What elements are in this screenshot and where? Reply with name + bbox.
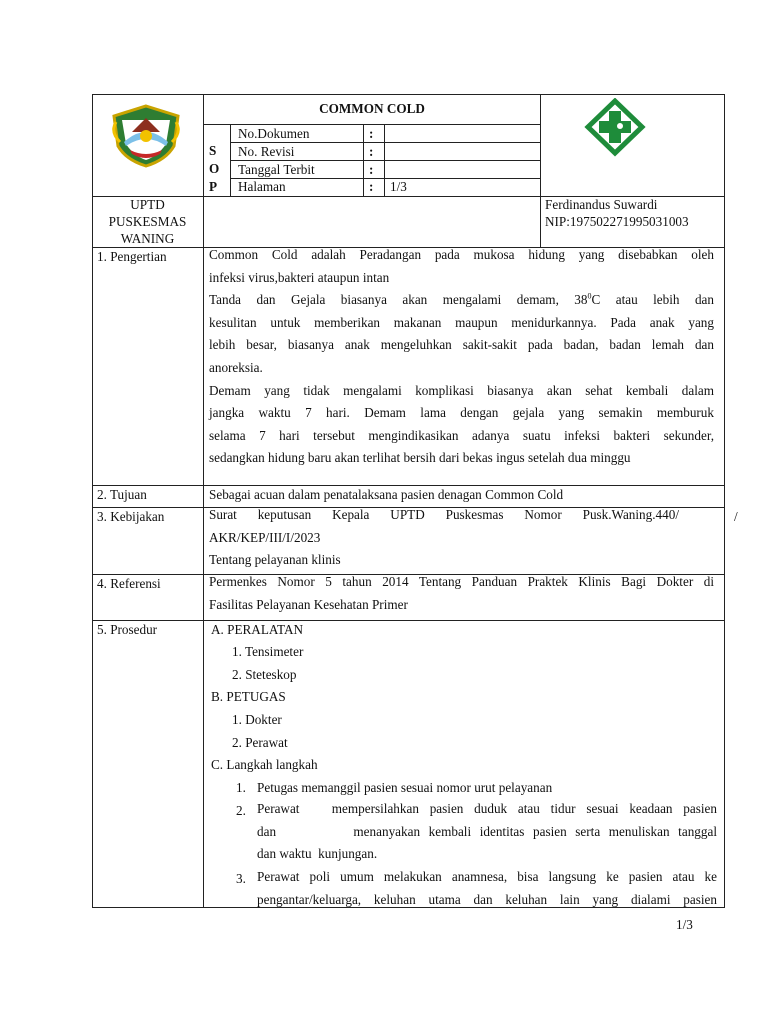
text-line: Tanda dan Gejala biasanya akan mengalami demam, 38 (209, 292, 588, 308)
meta-row-line-2 (230, 160, 541, 161)
referensi-text (209, 571, 714, 616)
step-text: dan waktu kunjungan. (257, 846, 378, 862)
temperature-line (209, 289, 714, 312)
step-text: dan menanyakan kembali identitas pasien serta menuliskan tanggal (257, 823, 717, 839)
unit-name-line-1: UPTD (130, 197, 165, 212)
meta-sep: : (369, 126, 374, 141)
prosedur-b-item: 1. Dokter (232, 712, 282, 727)
signer-name: Ferdinandus Suwardi (545, 197, 658, 212)
step-number: 1. (236, 780, 246, 795)
puskesmas-logo-icon (584, 98, 646, 164)
meta-value-halaman: 1/3 (390, 179, 407, 194)
text-line: Permenkes Nomor 5 tahun 2014 Tentang Panduan Praktek Klinis Bagi Dokter di (209, 574, 714, 589)
header-right-divider (540, 94, 541, 247)
pengertian-bottom (92, 485, 725, 486)
text-line: kesulitan untuk memberikan makanan maupun menidurkannya. Pada anak yang (209, 314, 714, 330)
prosedur-heading-b: B. PETUGAS (211, 689, 286, 704)
text-line: jangka waktu 7 hari. Demam lama dengan gejala yang semakin memburuk (209, 405, 714, 421)
text-line: Demam yang tidak mengalami komplikasi biasanya akan sehat kembali dalam (209, 382, 714, 398)
meta-label-no-dokumen: No.Dokumen (238, 126, 310, 141)
pengertian-text (209, 244, 714, 470)
prosedur-b-item: 2. Perawat (232, 735, 288, 750)
unit-name-line-2: PUSKESMAS (108, 214, 187, 229)
unit-name-line-3: WANING (120, 231, 175, 246)
stray-slash-mark: / (734, 509, 738, 524)
document-title: COMMON COLD (319, 101, 425, 116)
step-text: pengantar/keluarga, keluhan utama dan keluhan lain yang dialami pasien (257, 891, 717, 907)
text-line: lebih besar, biasanya anak mengeluhkan sakit-sakit pada badan, badan lemah dan (209, 337, 714, 353)
step-text: Perawat mempersilahkan pasien duduk atau tidur sesuai keadaan pasien (257, 801, 717, 816)
tujuan-text: Sebagai acuan dalam penatalaksana pasien denagan Common Cold (209, 487, 564, 502)
prosedur-heading-c: C. Langkah langkah (211, 757, 318, 772)
regency-emblem-icon (108, 102, 184, 168)
page-number: 1/3 (676, 917, 693, 932)
sop-letter-p: P (209, 179, 218, 194)
section-label-kebijakan: 3. Kebijakan (97, 509, 165, 524)
text-line: AKR/KEP/III/I/2023 (209, 529, 321, 545)
meta-row-line-1 (230, 142, 541, 143)
step-number: 2. (236, 803, 246, 818)
step-text: Perawat poli umum melakukan anamnesa, bisa langsung ke pasien atau ke (257, 869, 717, 884)
section-label-tujuan: 2. Tujuan (97, 487, 147, 502)
signer-nip: NIP:197502271995031003 (545, 214, 689, 229)
text-line: Common Cold adalah Peradangan pada mukosa hidung yang disebabkan oleh (209, 247, 714, 262)
section-label-pengertian: 1. Pengertian (97, 249, 167, 264)
text-line: anoreksia. (209, 359, 263, 375)
prosedur-a-item: 1. Tensimeter (232, 644, 304, 659)
meta-label-tanggal-terbit: Tanggal Terbit (238, 162, 315, 177)
step-text-block (257, 866, 717, 911)
kebijakan-text (209, 504, 679, 572)
section-label-prosedur: 5. Prosedur (97, 622, 158, 637)
table-border-top (92, 94, 725, 95)
step-text: Petugas memanggil pasien sesuai nomor urut pelayanan (257, 780, 553, 795)
meta-label-halaman: Halaman (238, 179, 286, 194)
meta-label-no-revisi: No. Revisi (238, 144, 295, 159)
text-line: selama 7 hari tersebut mengindikasikan adanya suatu infeksi bakteri sekunder, (209, 427, 714, 443)
text-line: Fasilitas Pelayanan Kesehatan Primer (209, 596, 408, 612)
sop-letter-o: O (209, 161, 220, 176)
label-column-divider (203, 94, 204, 908)
meta-sep: : (369, 162, 374, 177)
title-row-bottom (203, 124, 541, 125)
prosedur-heading-a: A. PERALATAN (211, 622, 303, 637)
meta-sep: : (369, 179, 374, 194)
text-line: Tentang pelayanan klinis (209, 552, 341, 568)
degree-superscript: 0 (587, 291, 592, 301)
prosedur-a-item: 2. Steteskop (232, 667, 297, 682)
step-text-block (257, 798, 717, 866)
text-line: sedangkan hidung baru akan terlihat bersih dari bekas ingus setelah dua minggu (209, 450, 631, 466)
text-line: infeksi virus,bakteri ataupun intan (209, 269, 390, 285)
table-border-right (724, 94, 725, 908)
section-label-referensi: 4. Referensi (97, 576, 161, 591)
step-number: 3. (236, 871, 246, 886)
sop-letter-s: S (209, 143, 217, 158)
text-line: C atau lebih dan (591, 292, 714, 308)
text-line: Surat keputusan Kepala UPTD Puskesmas Nomor Pusk.Waning.440/ (209, 507, 679, 522)
referensi-bottom (92, 620, 725, 621)
meta-sep: : (369, 144, 374, 159)
